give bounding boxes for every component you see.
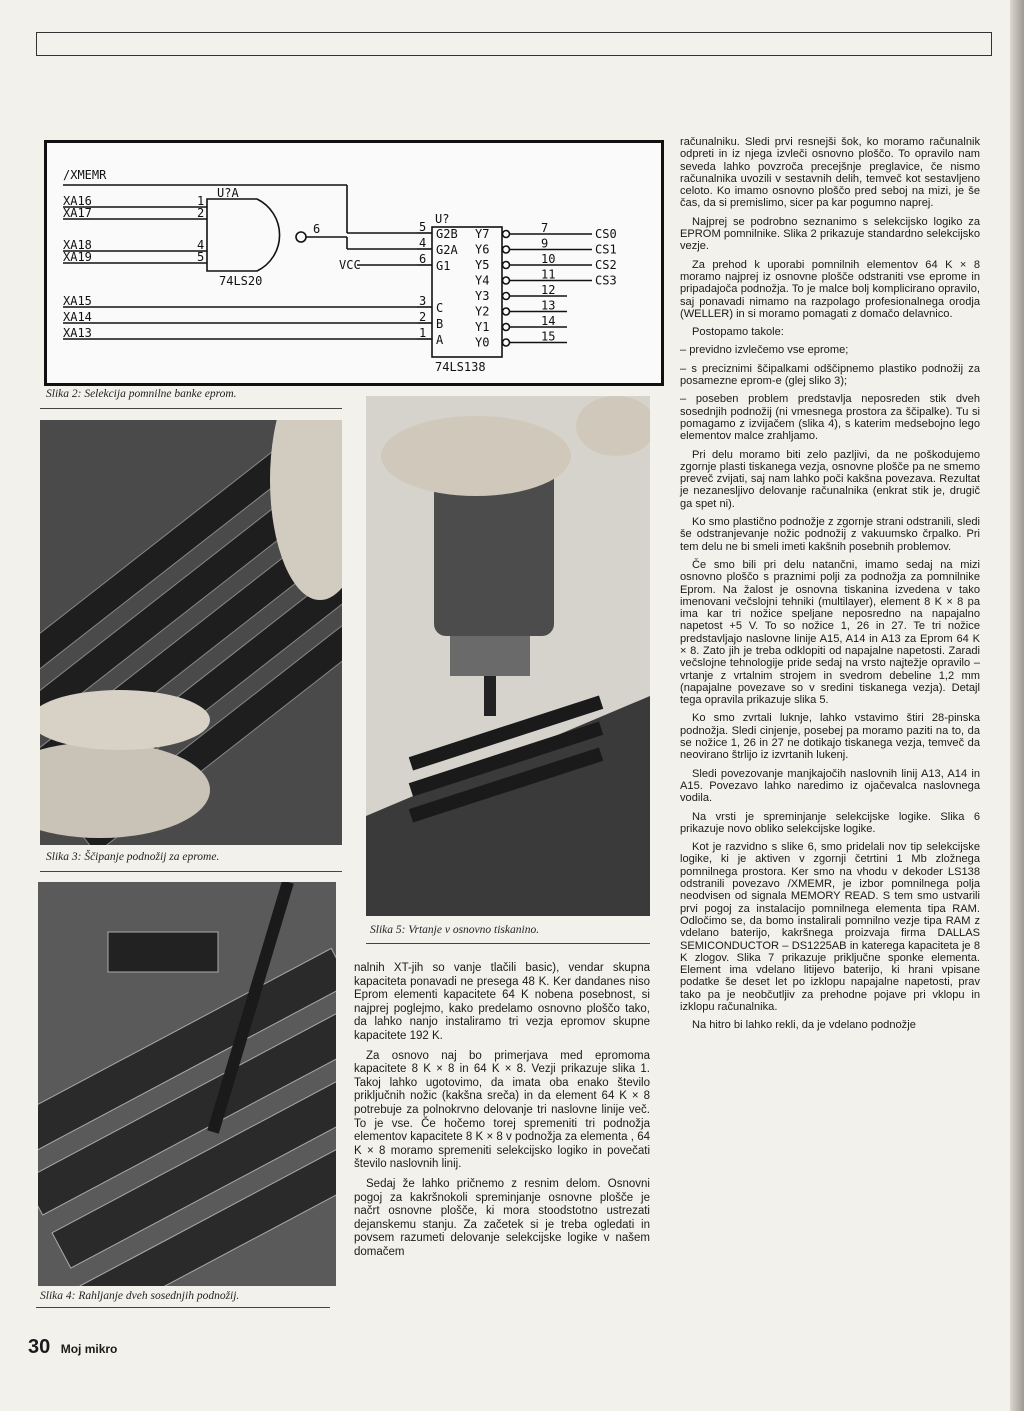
paragraph: nalnih XT-jih so vanje tlačili basic), vendar skupna kapaciteta ponavadi ne presega 48 K. Ker dandanes niso Eprom elementi kapacitete 64 K nobena posebnost, si najprej poglejmo, kako predelamo osnovno ploščo tako, da lahko nanjo instaliramo tri vezja epromov skupne kapacitete 192 K.	[354, 962, 650, 1042]
xmemr-label: /XMEMR	[63, 168, 107, 182]
gate-part: 74LS20	[219, 274, 263, 288]
paragraph: računalniku. Sledi prvi resnejši šok, ko moramo računalnik odpreti in iz njega izvleči osnovno ploščo. To opravilo nam seveda lahko povzroča precejšnje preglavice, če nismo računalnika uvozili v sestavnih delih, temveč kot sestavljeno celoto. Ko imamo osnovno ploščo pred seboj na mizi, je še čas, da si premislimo, sicer pa kar pogumno naprej.	[680, 136, 980, 210]
divider	[40, 408, 342, 409]
paragraph: Ko smo zvrtali luknje, lahko vstavimo štiri 28-pinska podnožja. Sledi cinjenje, posebej pa moramo paziti na to, da se nožice 1, 26 in 27 ne dotikajo tiskanega vezja, temveč da neovirano štrlijo iz izvrtanih lukenj.	[680, 712, 980, 762]
decoder-ref: U?	[435, 212, 450, 226]
decoder-out-pin: 9	[541, 236, 549, 251]
output-bubble	[503, 231, 510, 238]
list-item: – previdno izvlečemo vse eprome;	[680, 344, 849, 357]
divider	[366, 943, 650, 944]
decoder-out-label: Y4	[475, 273, 490, 288]
figure-5-caption: Slika 5: Vrtanje v osnovno tiskanino.	[370, 924, 540, 936]
list-item: – poseben problem predstavlja neposreden stik dveh sosednjih podnožij (ni vmesnega prostora za ščipalke). Tu si pomagamo z izvijačem (slika 4), s katerim medsebojno lego elementov malce zrahljamo.	[680, 393, 980, 443]
paragraph: Na hitro bi lahko rekli, da je vdelano podnožje	[692, 1019, 916, 1032]
vcc-label: VCC	[339, 258, 361, 272]
output-bubble	[503, 339, 510, 346]
list-item: – s preciznimi ščipalkami odščipnemo plastiko podnožij za posamezne eprom-e (glej sliko 3);	[680, 362, 980, 388]
magazine-name: Moj mikro	[60, 1342, 118, 1356]
gate-pin: 1	[197, 194, 205, 208]
input-label: XA14	[63, 310, 92, 324]
figure-2-caption: Slika 2: Selekcija pomnilne banke eprom.	[46, 388, 237, 400]
photo-loosening-sockets	[38, 882, 336, 1286]
paragraph: Za prehod k uporabi pomnilnih elementov 64 K × 8 moramo najprej iz osnovne plošče odstraniti vse eprome in pripadajoča podnožja. To je malce bolj komplicirano opravilo, saj ponavadi nimamo na razpolago profesionalnega orodja (WELLER) in si moramo pomagati z domačo delavnico.	[680, 258, 980, 320]
decoder-in-pin: 3	[419, 294, 427, 308]
decoder-out-label: Y5	[475, 258, 490, 272]
decoder-out-pin: 12	[541, 283, 556, 297]
decoder-out-label: Y2	[475, 304, 490, 319]
decoder-in-pin: 5	[419, 220, 427, 234]
paragraph: Na vrsti je spreminjanje selekcijske logike. Slika 6 prikazuje novo obliko selekcijske logike.	[680, 810, 980, 835]
top-frame-box	[36, 32, 992, 56]
divider	[40, 871, 342, 872]
paragraph: Najprej se podrobno seznanimo s selekcijsko logiko za EPROM pomnilnike. Slika 2 prikazuje standardno selekcijsko vezje.	[680, 215, 980, 253]
output-bubble	[503, 277, 510, 284]
decoder-out-label: Y0	[475, 335, 490, 350]
middle-column	[354, 962, 650, 1265]
input-label: XA19	[63, 250, 92, 264]
decoder-in-label: G2B	[436, 227, 458, 241]
page-edge	[1010, 0, 1024, 1411]
decoder-out-pin: 7	[541, 221, 549, 235]
decoder-in-pin: 6	[419, 252, 427, 266]
decoder-in-pin: 1	[419, 326, 427, 340]
gate-out-pin: 6	[313, 222, 321, 236]
decoder-out-label: Y6	[475, 242, 490, 257]
decoder-out-pin: 10	[541, 252, 556, 266]
decoder-out-pin: 15	[541, 329, 556, 344]
divider	[36, 1307, 330, 1308]
decoder-part: 74LS138	[435, 360, 486, 374]
chip-select-label: CS3	[595, 273, 617, 288]
paragraph: Postopamo takole:	[692, 326, 784, 339]
input-label: XA17	[63, 206, 92, 220]
page-number: 30	[28, 1336, 51, 1358]
decoder-out-pin: 13	[541, 298, 556, 313]
decoder-out-label: Y1	[475, 320, 490, 334]
input-label: XA16	[63, 194, 92, 208]
decoder-in-label: A	[436, 333, 444, 347]
output-bubble	[503, 308, 510, 315]
photo-drilling-board	[366, 396, 650, 916]
decoder-in-label: G2A	[436, 243, 458, 257]
gate-pin: 4	[197, 238, 205, 252]
photo-clipping-sockets	[40, 420, 342, 845]
decoder-in-pin: 4	[419, 236, 427, 250]
output-bubble	[503, 262, 510, 269]
decoder-out-label: Y3	[475, 289, 490, 303]
output-bubble	[503, 246, 510, 253]
gate-pin: 2	[197, 206, 205, 220]
output-bubble	[503, 324, 510, 331]
chip-select-label: CS0	[595, 227, 617, 241]
input-label: XA13	[63, 326, 92, 340]
decoder-out-pin: 11	[541, 267, 556, 282]
paragraph: Za osnovo naj bo primerjava med epromoma kapacitete 8 K × 8 in 64 K × 8. Vezji prikazuje slika 1. Takoj lahko ugotovimo, da imata oba enako število priključnih nožic (kakšna sreča) in da element 64 K × 8 potrebuje za polnokrvno delovanje tri naslovne linije več. To je vse. Če hočemo torej spremeniti tri podnožja elementov kapacitete 8 K × 8 v podnožja za elementa , 64 K × 8 moramo spremeniti selekcijsko logiko in povečati število naslovnih linij.	[354, 1049, 650, 1171]
decoder-in-label: C	[436, 301, 444, 315]
paragraph: Sedaj že lahko pričnemo z resnim delom. Osnovni pogoj za kakršnokoli spreminjanje osnovne plošče je načrt osnovne plošče, ki mora stoodstotno ustrezati dejanskemu stanju. Za začetek si je treba ogledati in povsem razumeti delovanje selekcijske logike v našem domačem	[354, 1177, 650, 1258]
paragraph: Sledi povezovanje manjkajočih naslovnih linij A13, A14 in A15. Povezavo lahko naredimo iz ojačevalca naslovnega vodila.	[680, 767, 980, 805]
right-column	[680, 136, 980, 1038]
input-label: XA15	[63, 294, 92, 308]
gate-ref: U?A	[217, 186, 239, 200]
output-bubble	[503, 293, 510, 300]
decoder-out-pin: 14	[541, 314, 556, 328]
chip-select-label: CS2	[595, 258, 617, 272]
gate-pin: 5	[197, 250, 205, 264]
paragraph: Če smo bili pri delu natančni, imamo sedaj na mizi osnovno ploščo s praznimi polji za podnožja za pomnilnike Eprom. Na žalost je osnovna tiskanina izvedena v tako imenovani večslojni tehniki (multilayer), element 8 K × 8 pa ima kar tri nožice speljane neposredno na napajalno napetost +5 V. To so nožice 1, 26 in 27. Te tri nožice predstavljajo naslovne linije A15, A14 in A13 za Eprom 64 K × 8. Zato jih je treba odklopiti od napajalne napetosti. Zaradi večslojne tehnologije pride sedaj na vrsto najtežje opravilo – vrtanje z vrtalnim strojem in svedrom debeline 1,2 mm (napajalne povezave so v sredini tiskanega vezja). Detajl tega opravila prikazuje slika 5.	[680, 558, 980, 707]
decoder-out-label: Y7	[475, 227, 490, 241]
decoder-in-label: B	[436, 317, 444, 331]
paragraph: Ko smo plastično podnožje z zgornje strani odstranili, sledi še odstranjevanje nožic podnožij z vakuumsko črpalko. Pri tem delu ne bi smeli imeti kakšnih posebnih problemov.	[680, 516, 980, 553]
input-label: XA18	[63, 238, 92, 252]
paragraph: Kot je razvidno s slike 6, smo pridelali nov tip selekcijske logike, ki je aktiven v zgornji četrtini 1 Mb zložnega pomnilnega prostora. Ker smo na vhodu v dekoder LS138 odstranili povezavo /XMEMR, je izbor pomnilnega polja neodvisen od signala MEMORY READ. S tem smo ustvarili prvi pogoj za instalacijo pomnilnega elementa tipa RAM. Odločimo se, da bomo instalirali pomnilno vezje tipa RAM z vdelano baterijo, kakršnega proizvaja firma DALLAS SEMICONDUCTOR – DS1225AB in katerega kapaciteta je 8 K zlogov. Slika 7 prikazuje priključne sponke elementa. Element ima vdelano litijevo baterijo, ki hrani vpisane podatke še deset let po izklopu napajalne napetosti, prav tako pa je neobčutljiv za prehodne pojave pri vklopu in izklopu računalnika.	[680, 841, 980, 1013]
chip-select-label: CS1	[595, 242, 617, 257]
decoder-in-pin: 2	[419, 310, 427, 324]
decoder-in-label: G1	[436, 259, 451, 273]
figure-3-caption: Slika 3: Ščipanje podnožij za eprome.	[46, 851, 220, 863]
schematic-figure	[44, 140, 664, 386]
page-footer	[28, 1336, 117, 1359]
figure-4-caption: Slika 4: Rahljanje dveh sosednjih podnožij.	[40, 1290, 240, 1302]
paragraph: Pri delu moramo biti zelo pazljivi, da ne poškodujemo zgornje plasti tiskanega vezja, osnovne plošče pa ne smemo preveč zvijati, saj nam lahko poči kakšna povezava. Rezultat je nezanesljivo delovanje računalnika (enkrat stik je, drugič ga spet ni).	[680, 448, 980, 510]
